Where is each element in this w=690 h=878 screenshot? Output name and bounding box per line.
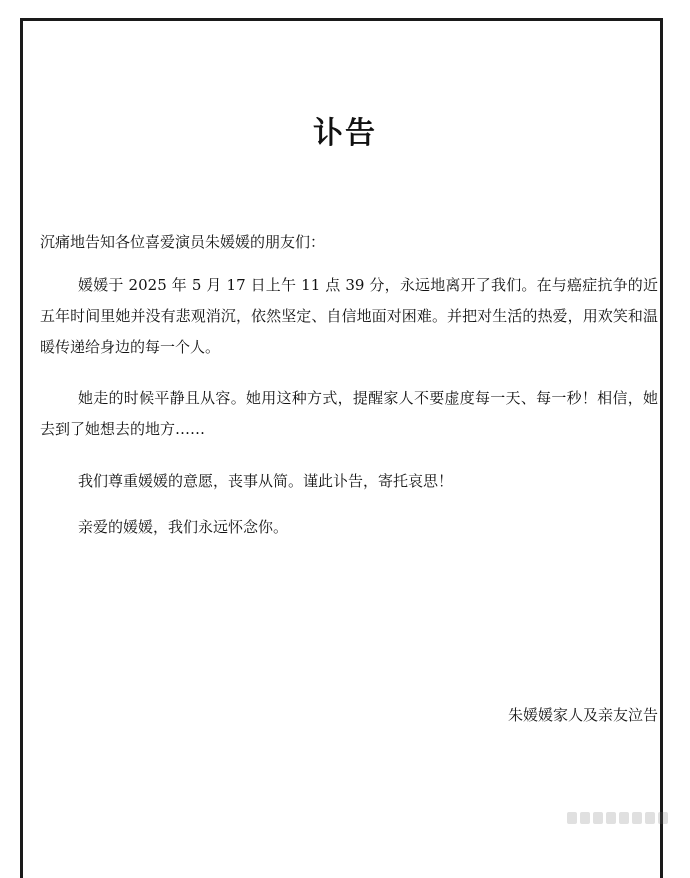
notice-paragraph-3: 我们尊重媛媛的意愿，丧事从简。谨此讣告，寄托哀思！ bbox=[78, 472, 454, 490]
notice-paragraph-1: 媛媛于 2025 年 5 月 17 日上午 11 点 39 分，永远地离开了我们。在与癌症抗争的近五年时间里她并没有悲观消沉，依然坚定、自信地面对困难。并把对生活的热爱，用欢笑和温暖传递给身边的每一个人。 bbox=[40, 276, 658, 356]
notice-paragraph-4: 亲爱的媛媛，我们永远怀念你。 bbox=[78, 518, 289, 536]
notice-paragraph-2: 她走的时候平静且从容。她用这种方式，提醒家人不要虚度每一天、每一秒！相信，她去到了她想去的地方…… bbox=[40, 389, 658, 438]
notice-signature: 朱媛媛家人及亲友泣告 bbox=[507, 706, 658, 724]
watermark-image bbox=[567, 812, 668, 824]
notice-salutation: 沉痛地告知各位喜爱演员朱媛媛的朋友们： bbox=[40, 233, 326, 251]
notice-title: 讣告 bbox=[313, 116, 377, 151]
